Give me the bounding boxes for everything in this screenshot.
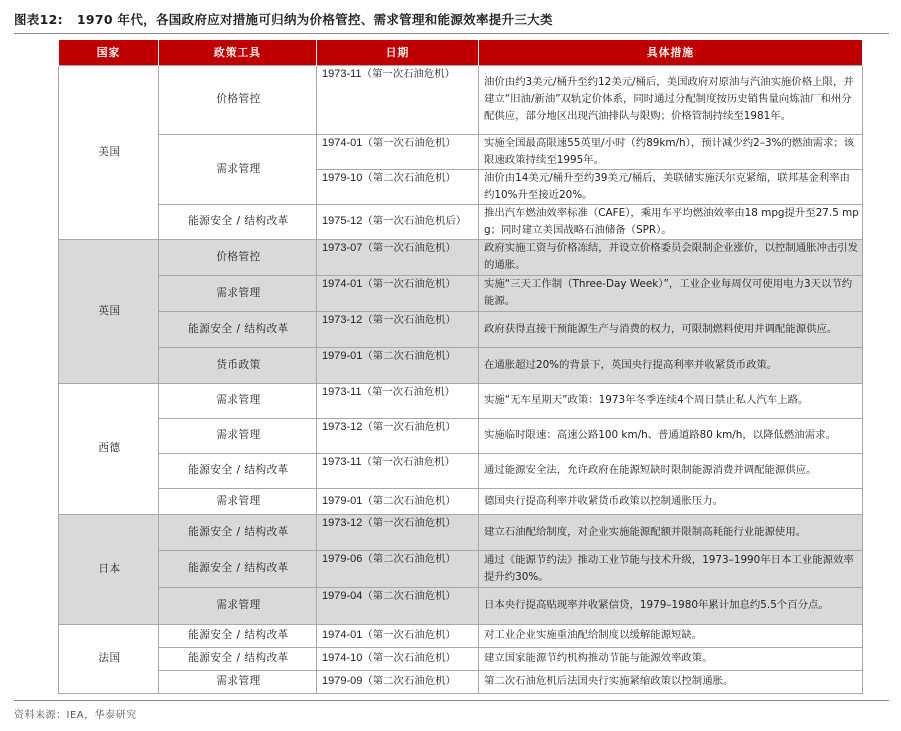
date-cell	[317, 65, 479, 134]
date-note: （第二次石油危机）	[362, 171, 456, 184]
table-row	[59, 418, 863, 453]
date-cell	[317, 311, 479, 347]
date-note: （第二次石油危机）	[362, 552, 456, 565]
detail-cell: 第二次石油危机后法国央行实施紧缩政策以控制通胀。	[479, 670, 863, 693]
date-value: 1973-12	[322, 516, 363, 529]
date-note: （第一次石油危机）	[362, 313, 456, 326]
detail-cell: 通过《能源节约法》推动工业节能与技术升级，1973–1990年日本工业能源效率提升约30%。	[479, 550, 863, 587]
detail-cell: 建立石油配给制度，对企业实施能源配额并限制高耗能行业能源使用。	[479, 514, 863, 550]
date-note: （第一次石油危机）	[362, 277, 456, 290]
country-cell: 美国	[59, 65, 159, 239]
date-cell	[317, 275, 479, 311]
detail-cell: 实施“无车星期天”政策：1973年冬季连续4个周日禁止私人汽车上路。	[479, 383, 863, 418]
tool-cell: 需求管理	[159, 134, 317, 204]
tool-cell: 能源安全 / 结构改革	[159, 453, 317, 488]
date-cell	[317, 239, 479, 275]
detail-cell: 实施“三天工作制（Three-Day Week）”，工业企业每周仅可使用电力3天以节约能源。	[479, 275, 863, 311]
table-row	[59, 624, 863, 647]
figure-title-text: 1970 年代，各国政府应对措施可归纳为价格管控、需求管理和能源效率提升三大类	[76, 12, 553, 27]
date-value: 1974-01	[322, 136, 363, 149]
date-cell	[317, 204, 479, 239]
detail-cell: 建立国家能源节约机构推动节能与能源效率政策。	[479, 647, 863, 670]
header-date: 日期	[317, 40, 479, 65]
date-value: 1974-01	[322, 277, 363, 290]
detail-cell: 油价由14美元/桶升至约39美元/桶后，美联储实施沃尔克紧缩，联邦基金利率由约10%升至接近20%。	[479, 169, 863, 204]
date-note: （第一次石油危机）	[362, 136, 456, 149]
policy-table	[58, 40, 863, 694]
detail-cell: 政府实施工资与价格冻结，并设立价格委员会限制企业涨价，以控制通胀冲击引发的通胀。	[479, 239, 863, 275]
table-row	[59, 65, 863, 134]
date-note: （第二次石油危机）	[362, 589, 456, 602]
detail-cell: 油价由约3美元/桶升至约12美元/桶后，美国政府对原油与汽油实施价格上限，并建立“旧油/新油”双轨定价体系，同时通过分配制度按历史销售量向炼油厂和州分配供应，部分地区出现汽油排队与限购；价格管制持续至1981年。	[479, 65, 863, 134]
header-tool: 政策工具	[159, 40, 317, 65]
date-cell	[317, 418, 479, 453]
date-cell	[317, 647, 479, 670]
detail-cell: 对工业企业实施重油配给制度以缓解能源短缺。	[479, 624, 863, 647]
detail-cell: 政府获得直接干预能源生产与消费的权力，可限制燃料使用并调配能源供应。	[479, 311, 863, 347]
tool-cell: 能源安全 / 结构改革	[159, 624, 317, 647]
tool-cell: 需求管理	[159, 275, 317, 311]
date-value: 1979-09	[322, 675, 363, 687]
date-value: 1973-11	[322, 67, 362, 80]
date-note: （第一次石油危机）	[361, 455, 456, 468]
date-note: （第二次石油危机）	[362, 675, 456, 687]
date-cell	[317, 134, 479, 169]
tool-cell: 能源安全 / 结构改革	[159, 204, 317, 239]
country-cell: 西德	[59, 383, 159, 514]
detail-cell: 日本央行提高贴现率并收紧信贷，1979–1980年累计加息约5.5个百分点。	[479, 587, 863, 624]
date-note: （第一次石油危机）	[361, 385, 456, 398]
tool-cell: 能源安全 / 结构改革	[159, 647, 317, 670]
country-cell: 法国	[59, 624, 159, 693]
header-country: 国家	[59, 40, 159, 65]
tool-cell: 价格管控	[159, 239, 317, 275]
detail-cell: 德国央行提高利率并收紧货币政策以控制通胀压力。	[479, 488, 863, 514]
table-row	[59, 647, 863, 670]
date-value: 1979-01	[322, 349, 363, 362]
table-row	[59, 311, 863, 347]
tool-cell: 能源安全 / 结构改革	[159, 514, 317, 550]
table-row	[59, 550, 863, 587]
date-cell	[317, 169, 479, 204]
date-note: （第一次石油危机）	[362, 420, 456, 433]
tool-cell: 价格管控	[159, 65, 317, 134]
table-row	[59, 204, 863, 239]
table-row	[59, 347, 863, 383]
tool-cell: 需求管理	[159, 418, 317, 453]
date-note: （第一次石油危机）	[362, 652, 456, 664]
table-row	[59, 275, 863, 311]
date-cell	[317, 514, 479, 550]
date-cell	[317, 453, 479, 488]
date-value: 1974-10	[322, 652, 363, 664]
date-value: 1973-11	[322, 455, 362, 468]
date-value: 1973-11	[322, 385, 362, 398]
tool-cell: 需求管理	[159, 587, 317, 624]
date-value: 1973-12	[322, 313, 363, 326]
country-cell: 英国	[59, 239, 159, 383]
country-cell: 日本	[59, 514, 159, 624]
date-value: 1979-06	[322, 552, 363, 565]
table-row	[59, 453, 863, 488]
date-note: （第一次石油危机）	[362, 629, 456, 641]
date-note: （第一次石油危机）	[362, 516, 456, 529]
date-cell	[317, 587, 479, 624]
date-value: 1979-10	[322, 171, 363, 184]
date-value: 1979-04	[322, 589, 363, 602]
table-row	[59, 587, 863, 624]
date-cell	[317, 624, 479, 647]
figure-label: 图表12:	[14, 12, 63, 27]
date-note: （第二次石油危机）	[362, 494, 456, 507]
tool-cell: 货币政策	[159, 347, 317, 383]
table-row	[59, 488, 863, 514]
tool-cell: 需求管理	[159, 488, 317, 514]
date-value: 1973-07	[322, 241, 363, 254]
date-note: （第一次石油危机）	[362, 241, 456, 254]
table-row	[59, 239, 863, 275]
date-note: （第二次石油危机）	[362, 349, 456, 362]
title-divider	[14, 33, 889, 34]
date-note: （第一次石油危机）	[361, 67, 456, 80]
date-note: （第一次石油危机后）	[362, 215, 467, 227]
source-note: 资料来源：IEA，华泰研究	[14, 700, 889, 721]
date-cell	[317, 488, 479, 514]
tool-cell: 需求管理	[159, 670, 317, 693]
date-cell	[317, 383, 479, 418]
detail-cell: 在通胀超过20%的背景下，英国央行提高利率并收紧货币政策。	[479, 347, 863, 383]
table-row	[59, 514, 863, 550]
table-row	[59, 134, 863, 169]
date-value: 1974-01	[322, 629, 363, 641]
header-row	[59, 40, 863, 65]
detail-cell: 实施临时限速：高速公路100 km/h、普通道路80 km/h，以降低燃油需求。	[479, 418, 863, 453]
detail-cell: 推出汽车燃油效率标准（CAFE），乘用车平均燃油效率由18 mpg提升至27.5 mpg；同时建立美国战略石油储备（SPR）。	[479, 204, 863, 239]
detail-cell: 通过能源安全法，允许政府在能源短缺时限制能源消费并调配能源供应。	[479, 453, 863, 488]
figure-title	[14, 10, 890, 32]
table-row	[59, 670, 863, 693]
tool-cell: 需求管理	[159, 383, 317, 418]
date-cell	[317, 670, 479, 693]
date-cell	[317, 347, 479, 383]
tool-cell: 能源安全 / 结构改革	[159, 311, 317, 347]
header-detail: 具体措施	[479, 40, 863, 65]
date-value: 1979-01	[322, 494, 363, 507]
date-cell	[317, 550, 479, 587]
detail-cell: 实施全国最高限速55英里/小时（约89km/h），预计减少约2–3%的燃油需求；该限速政策持续至1995年。	[479, 134, 863, 169]
table-row	[59, 383, 863, 418]
date-value: 1973-12	[322, 420, 363, 433]
date-value: 1975-12	[322, 215, 363, 227]
tool-cell: 能源安全 / 结构改革	[159, 550, 317, 587]
